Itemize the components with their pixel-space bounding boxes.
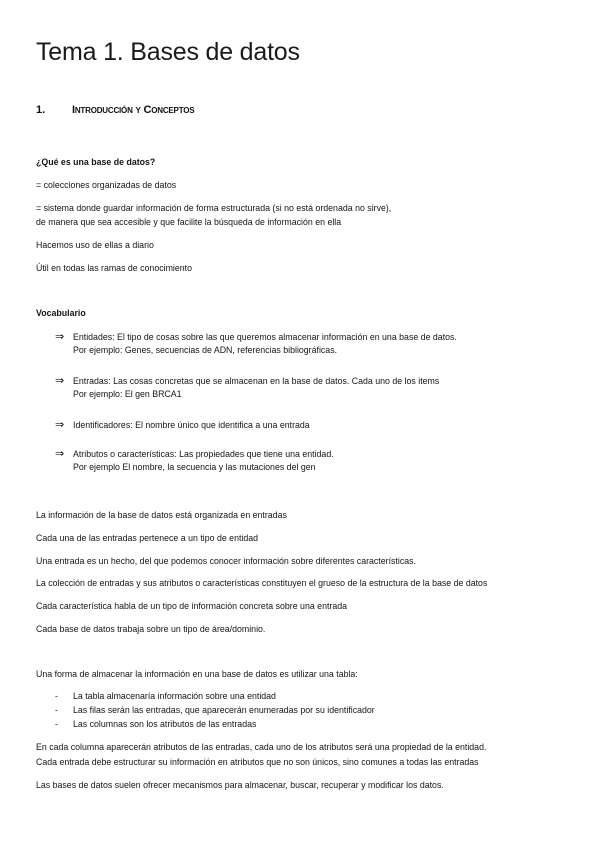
arrow-bullet-icon: ⇒ <box>55 448 65 460</box>
vocabulary-item-text: Identificadores: El nombre único que identifica a una entrada <box>73 420 310 430</box>
document-title: Tema 1. Bases de datos <box>36 38 300 66</box>
table-list-item-text: La tabla almacenaría información sobre una entidad <box>73 691 276 701</box>
paragraph: Cada una de las entradas pertenece a un tipo de entidad <box>36 533 259 543</box>
table-intro: Una forma de almacenar la información en una base de datos es utilizar una tabla: <box>36 669 358 679</box>
intro-line: = colecciones organizadas de datos <box>36 180 177 190</box>
vocabulary-item-example: Por ejemplo El nombre, la secuencia y las mutaciones del gen <box>73 462 316 472</box>
intro-line: = sistema donde guardar información de forma estructurada (si no está ordenada no sirve), <box>36 203 392 213</box>
paragraph: Cada característica habla de un tipo de información concreta sobre una entrada <box>36 601 348 611</box>
table-list-item-text: Las columnas son los atributos de las entradas <box>73 719 257 729</box>
dash-bullet: - <box>55 719 58 729</box>
closing-paragraph: Las bases de datos suelen ofrecer mecanismos para almacenar, buscar, recuperar y modificar los datos. <box>36 780 444 790</box>
intro-line: Hacemos uso de ellas a diario <box>36 240 154 250</box>
arrow-bullet-icon: ⇒ <box>55 331 65 343</box>
vocabulary-item-text: Entradas: Las cosas concretas que se almacenan en la base de datos. Cada uno de los items <box>73 376 440 386</box>
paragraph: Una entrada es un hecho, del que podemos conocer información sobre diferentes características. <box>36 556 416 566</box>
vocabulary-item-example: Por ejemplo: El gen BRCA1 <box>73 389 182 399</box>
table-list-item-text: Las filas serán las entradas, que aparecerán enumeradas por su identificador <box>73 705 375 715</box>
vocabulary-item-text: Atributos o características: Las propiedades que tiene una entidad. <box>73 449 334 459</box>
paragraph: La información de la base de datos está organizada en entradas <box>36 510 287 520</box>
intro-question: ¿Qué es una base de datos? <box>36 157 156 167</box>
dash-bullet: - <box>55 691 58 701</box>
dash-bullet: - <box>55 705 58 715</box>
vocabulary-heading: Vocabulario <box>36 308 86 318</box>
section-number: 1. <box>36 104 46 116</box>
vocabulary-item-example: Por ejemplo: Genes, secuencias de ADN, referencias bibliográficas. <box>73 345 338 355</box>
arrow-bullet-icon: ⇒ <box>55 375 65 387</box>
vocabulary-item-text: Entidades: El tipo de cosas sobre las que queremos almacenar información en una base de datos. <box>73 332 457 342</box>
paragraph: Cada base de datos trabaja sobre un tipo de área/dominio. <box>36 624 266 634</box>
section-name: Introducción y Conceptos <box>72 104 195 116</box>
section-heading <box>36 104 194 116</box>
paragraph: La colección de entradas y sus atributos o características constituyen el grueso de la estructura de la base de datos <box>36 578 488 588</box>
intro-line: Útil en todas las ramas de conocimiento <box>36 263 192 273</box>
paragraph: En cada columna aparecerán atributos de las entradas, cada uno de los atributos será una propiedad de la entidad. <box>36 742 487 752</box>
intro-line: de manera que sea accesible y que facilite la búsqueda de información en ella <box>36 217 342 227</box>
paragraph: Cada entrada debe estructurar su información en atributos que no son únicos, sino comunes a todas las entradas <box>36 757 479 767</box>
arrow-bullet-icon: ⇒ <box>55 419 65 431</box>
